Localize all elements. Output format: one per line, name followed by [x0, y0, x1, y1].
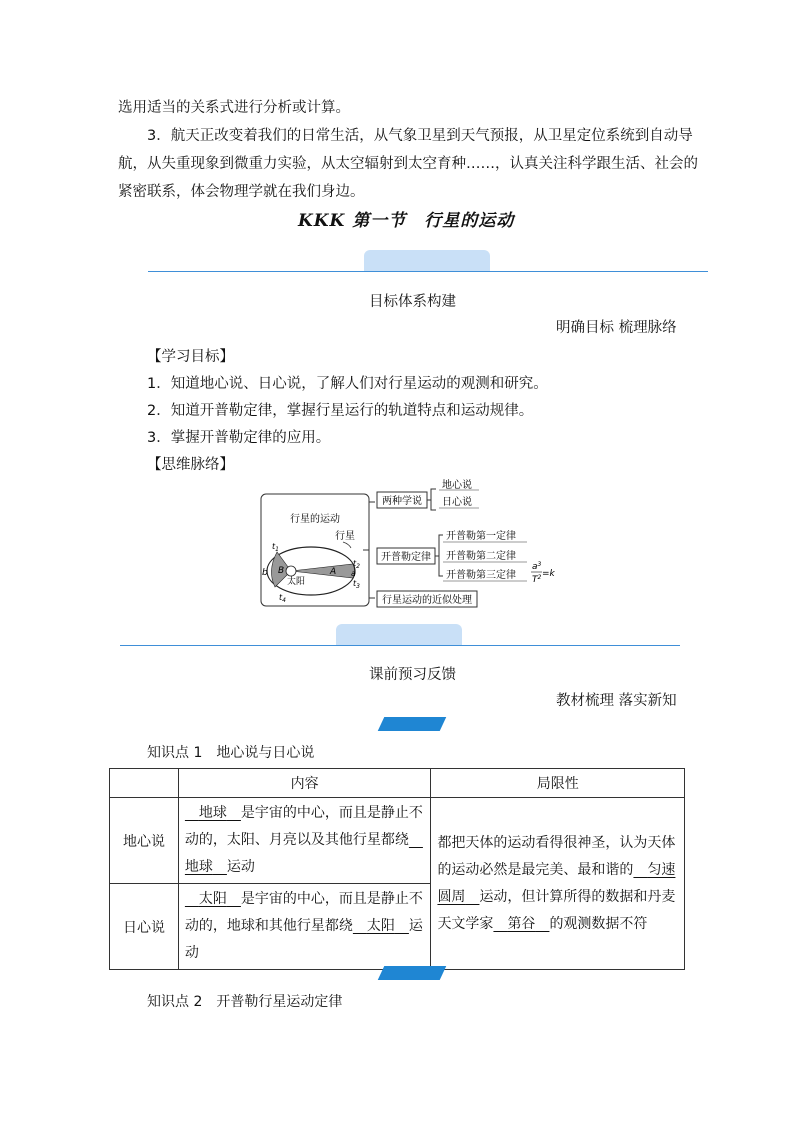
table-header-limit: 局限性 — [431, 769, 685, 798]
sun-label: 太阳 — [287, 577, 306, 587]
section-tab-2 — [336, 624, 462, 645]
row-label-geocentric: 地心说 — [110, 798, 179, 884]
limitation-text-2: 运动，但计算所得的数据和丹麦天文学家 — [437, 888, 676, 932]
heliocentric-item: 日心说 — [442, 497, 472, 508]
branch-approximation-label: 行星运动的近似处理 — [382, 595, 472, 606]
goal-item: 1．知道地心说、日心说，了解人们对行星运动的观测和研究。 — [147, 376, 548, 392]
t3-label: $t_3$ — [353, 579, 360, 590]
heliocentric-text-2: 运动 — [184, 918, 423, 961]
sector-a — [291, 564, 355, 578]
kp2-title: 知识点 2 开普勒行星运动定律 — [147, 994, 343, 1010]
section-divider-2 — [120, 645, 680, 646]
answer-blank: 地球 — [184, 859, 213, 875]
kepler-third-law: 开普勒第三定律 — [446, 570, 516, 581]
label-A: A — [330, 567, 337, 577]
heliocentric-content — [178, 884, 431, 970]
table-header-content: 内容 — [178, 769, 431, 798]
t4-label: $t_4$ — [279, 593, 286, 604]
answer-blank: 匀速圆周 — [437, 861, 676, 905]
label-B: B — [278, 566, 285, 576]
answer-blank: 太阳 — [198, 891, 227, 907]
mind-map-label: 【思维脉络】 — [147, 457, 234, 473]
knowledge-badge-1 — [378, 717, 447, 731]
planet-label: 行星 — [335, 531, 355, 542]
section-1-subheading: 明确目标 梳理脉络 — [556, 320, 677, 336]
geocentric-content — [178, 798, 431, 884]
t2-label: $t_2$ — [353, 559, 360, 570]
section-title: KKK 第一节 行星的运动 — [298, 211, 515, 231]
intro-line-1: 选用适当的关系式进行分析或计算。 — [118, 100, 350, 116]
section-2-subheading: 教材梳理 落实新知 — [556, 693, 677, 709]
limitation-content — [431, 798, 685, 970]
geocentric-text-1: 是宇宙的中心，而且是静止不动的，太阳、月亮以及其他行星都绕 — [184, 805, 423, 848]
branch-kepler-laws-label: 开普勒定律 — [381, 552, 431, 563]
label-a: a — [351, 569, 356, 578]
box-title: 行星的运动 — [290, 514, 340, 525]
answer-blank: 第谷 — [507, 915, 536, 932]
branch-two-theories-label: 两种学说 — [382, 496, 422, 507]
answer-blank: 地球 — [198, 805, 227, 821]
main-brace — [369, 502, 375, 598]
planet-arrow — [343, 542, 351, 548]
sun-dot — [286, 566, 296, 576]
row-label-heliocentric: 日心说 — [110, 884, 179, 970]
section-tab-1 — [364, 250, 490, 271]
intro-line-3: 航，从失重现象到微重力实验，从太空辐射到太空育种……，认真关注科学跟生活、社会的 — [118, 156, 698, 172]
table-header-empty — [110, 769, 179, 798]
intro-line-2: 3．航天正改变着我们的日常生活，从气象卫星到天气预报，从卫星定位系统到自动导 — [147, 128, 693, 144]
limitation-text-1: 都把天体的运动看得很神圣，认为天体的运动必然是最完美、最和谐的 — [437, 834, 676, 878]
knowledge-table — [109, 768, 685, 970]
goal-item: 2．知道开普勒定律，掌握行星运行的轨道特点和运动规律。 — [147, 403, 534, 419]
label-b: b — [262, 568, 268, 578]
answer-blank: 太阳 — [366, 918, 395, 934]
formula-numerator: $a^3$ — [532, 561, 542, 572]
section-1-heading: 目标体系构建 — [369, 294, 456, 310]
kepler-first-law: 开普勒第一定律 — [446, 531, 516, 542]
heliocentric-text-1: 是宇宙的中心，而且是静止不动的，地球和其他行星都绕 — [184, 891, 423, 934]
formula-equals-k: =k — [542, 569, 555, 579]
section-2-heading: 课前预习反馈 — [369, 667, 456, 683]
intro-line-4: 紧密联系，体会物理学就在我们身边。 — [118, 184, 365, 200]
goals-label: 【学习目标】 — [147, 349, 234, 365]
geocentric-item: 地心说 — [442, 480, 472, 491]
mind-map-diagram — [255, 480, 555, 612]
section-divider-1 — [148, 271, 708, 272]
geocentric-text-2: 运动 — [226, 859, 255, 875]
t1-label: $t_1$ — [272, 542, 279, 553]
limitation-text-3: 的观测数据不符 — [549, 915, 648, 932]
formula-denominator: $T^2$ — [532, 574, 542, 585]
knowledge-badge-2 — [378, 966, 447, 980]
kepler-second-law: 开普勒第二定律 — [446, 551, 516, 562]
goal-item: 3．掌握开普勒定律的应用。 — [147, 430, 331, 446]
kp1-title: 知识点 1 地心说与日心说 — [147, 745, 315, 761]
